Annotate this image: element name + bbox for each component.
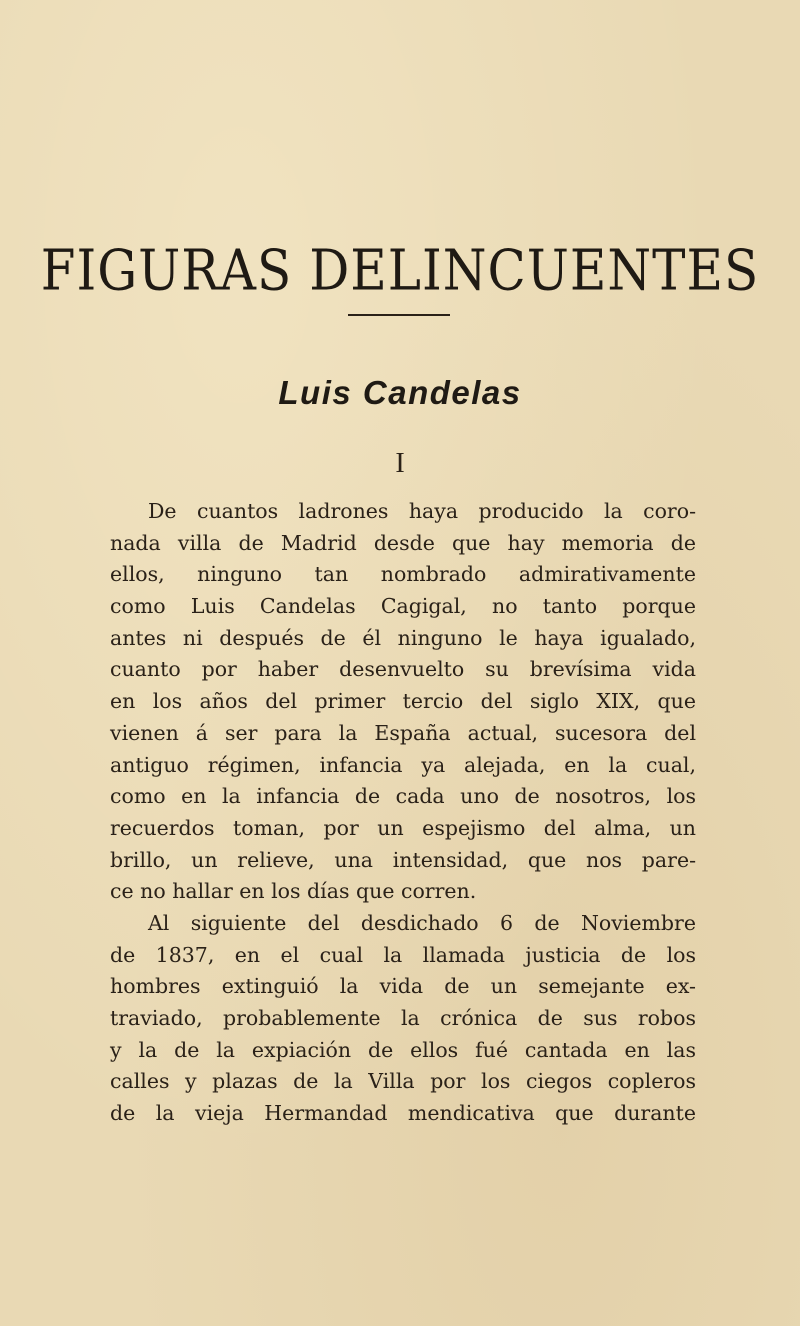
text-line: cuanto por haber desenvuelto su brevísima vida xyxy=(110,657,696,682)
body-text xyxy=(110,496,696,1130)
chapter-number: I xyxy=(395,448,405,479)
text-line: ce no hallar en los días que corren. xyxy=(110,879,477,904)
title-divider xyxy=(348,314,450,316)
text-line: ellos, ninguno tan nombrado admirativamente xyxy=(110,562,696,587)
text-line: y la de la expiación de ellos fué cantada en las xyxy=(110,1037,696,1062)
text-line: vienen á ser para la España actual, sucesora del xyxy=(110,720,696,745)
text-line: de la vieja Hermandad mendicativa que durante xyxy=(110,1101,696,1126)
text-line: traviado, probablemente la crónica de sus robos xyxy=(110,1006,696,1030)
text-line: como Luis Candelas Cagigal, no tanto porque xyxy=(110,594,696,619)
text-line: como en la infancia de cada uno de nosotros, los xyxy=(110,784,696,809)
page-title: FIGURAS DELINCUENTES xyxy=(40,238,760,303)
text-line: calles y plazas de la Villa por los ciegos copleros xyxy=(110,1069,696,1094)
text-line: de 1837, en el cual la llamada justicia de los xyxy=(110,942,696,967)
text-line: nada villa de Madrid desde que hay memoria de xyxy=(110,530,696,555)
text-line: recuerdos toman, por un espejismo del alma, un xyxy=(110,815,696,840)
text-line: Al siguiente del desdichado 6 de Noviembre xyxy=(148,910,696,935)
text-line: antes ni después de él ninguno le haya igualado, xyxy=(110,625,696,650)
text-line: en los años del primer tercio del siglo XIX, que xyxy=(110,689,696,714)
text-line: brillo, un relieve, una intensidad, que nos pare- xyxy=(110,847,696,872)
text-line: De cuantos ladrones haya producido la coro- xyxy=(148,499,696,523)
section-title: Luis Candelas xyxy=(278,374,522,411)
text-line: antiguo régimen, infancia ya alejada, en la cual, xyxy=(110,752,696,777)
text-line: hombres extinguió la vida de un semejante ex- xyxy=(110,974,696,999)
